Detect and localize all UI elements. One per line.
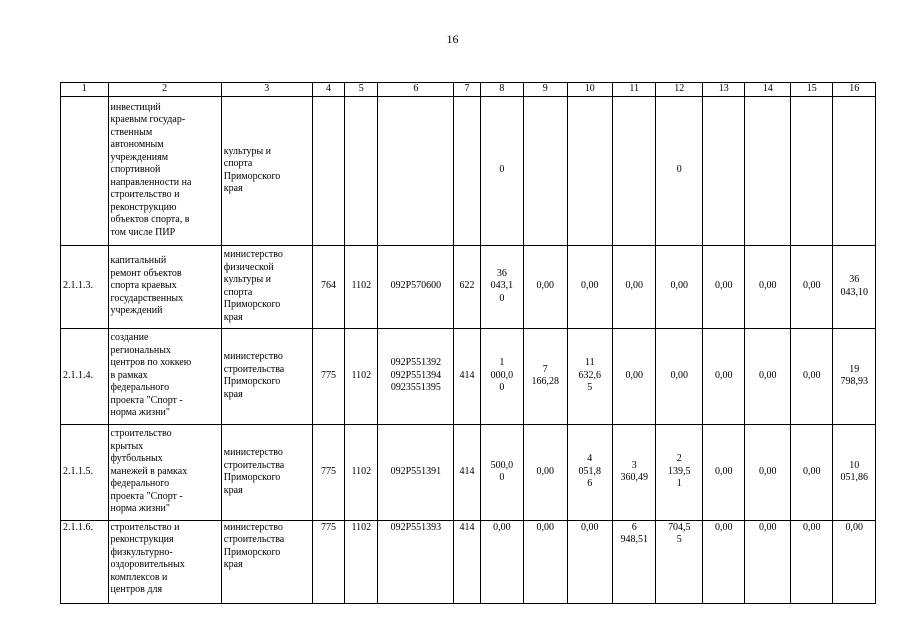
section-code-cell: 1102 bbox=[345, 245, 378, 328]
item-number-cell: 2.1.1.5. bbox=[61, 424, 109, 520]
expense-type-cell: 414 bbox=[454, 424, 480, 520]
table-row bbox=[61, 328, 876, 424]
item-name-cell: строительство крытых футбольных манежей в рамках федерального проекта "Спорт - норма жизни" bbox=[108, 424, 221, 520]
value-cell: 0,00 bbox=[524, 520, 567, 603]
value-cell: 0,00 bbox=[745, 424, 791, 520]
column-number-header: 1 bbox=[61, 83, 109, 97]
grbs-code-cell: 775 bbox=[312, 328, 344, 424]
column-number-header: 8 bbox=[480, 83, 523, 97]
value-cell: 3 360,49 bbox=[613, 424, 656, 520]
table-row bbox=[61, 424, 876, 520]
value-cell: 6 948,51 bbox=[613, 520, 656, 603]
value-cell: 19 798,93 bbox=[833, 328, 876, 424]
value-cell bbox=[702, 96, 744, 245]
column-number-header: 12 bbox=[656, 83, 703, 97]
item-name-cell: инвестиций краевым государ- ственным автономным учреждениям спортивной направленности на строительство и реконструкцию объектов спорта, в том числе ПИР bbox=[108, 96, 221, 245]
value-cell: 0,00 bbox=[790, 245, 832, 328]
value-cell: 0,00 bbox=[790, 424, 832, 520]
value-cell bbox=[524, 96, 567, 245]
table-row bbox=[61, 96, 876, 245]
expense-type-cell: 622 bbox=[454, 245, 480, 328]
section-code-cell: 1102 bbox=[345, 424, 378, 520]
column-number-header: 16 bbox=[833, 83, 876, 97]
item-number-cell: 2.1.1.4. bbox=[61, 328, 109, 424]
value-cell: 0,00 bbox=[745, 328, 791, 424]
expense-type-cell: 414 bbox=[454, 520, 480, 603]
executor-cell: культуры и спорта Приморского края bbox=[221, 96, 312, 245]
value-cell bbox=[790, 96, 832, 245]
value-cell: 0 bbox=[656, 96, 703, 245]
value-cell: 0,00 bbox=[656, 328, 703, 424]
item-number-cell: 2.1.1.3. bbox=[61, 245, 109, 328]
value-cell: 0,00 bbox=[833, 520, 876, 603]
value-cell: 2 139,5 1 bbox=[656, 424, 703, 520]
value-cell: 36 043,10 bbox=[833, 245, 876, 328]
value-cell: 7 166,28 bbox=[524, 328, 567, 424]
value-cell bbox=[745, 96, 791, 245]
value-cell: 0,00 bbox=[702, 245, 744, 328]
column-number-header: 9 bbox=[524, 83, 567, 97]
table-row bbox=[61, 245, 876, 328]
grbs-code-cell bbox=[312, 96, 344, 245]
value-cell: 0,00 bbox=[524, 245, 567, 328]
item-name-cell: создание региональных центров по хоккею в рамках федерального проекта "Спорт - норма жизни" bbox=[108, 328, 221, 424]
section-code-cell: 1102 bbox=[345, 520, 378, 603]
value-cell: 0,00 bbox=[745, 520, 791, 603]
item-name-cell: капитальный ремонт объектов спорта краевых государственных учреждений bbox=[108, 245, 221, 328]
column-number-header: 11 bbox=[613, 83, 656, 97]
value-cell: 704,5 5 bbox=[656, 520, 703, 603]
expense-type-cell: 414 bbox=[454, 328, 480, 424]
grbs-code-cell: 775 bbox=[312, 520, 344, 603]
value-cell: 36 043,1 0 bbox=[480, 245, 523, 328]
value-cell: 0,00 bbox=[480, 520, 523, 603]
column-number-header: 15 bbox=[790, 83, 832, 97]
executor-cell: министерство строительства Приморского края bbox=[221, 520, 312, 603]
column-number-header: 7 bbox=[454, 83, 480, 97]
target-article-cell: 092P551393 bbox=[378, 520, 454, 603]
value-cell: 0 bbox=[480, 96, 523, 245]
value-cell: 0,00 bbox=[567, 520, 613, 603]
column-number-header: 5 bbox=[345, 83, 378, 97]
value-cell: 10 051,86 bbox=[833, 424, 876, 520]
value-cell bbox=[567, 96, 613, 245]
value-cell: 0,00 bbox=[790, 328, 832, 424]
target-article-cell: 092P551391 bbox=[378, 424, 454, 520]
item-number-cell bbox=[61, 96, 109, 245]
column-number-header: 4 bbox=[312, 83, 344, 97]
executor-cell: министерство физической культуры и спорта Приморского края bbox=[221, 245, 312, 328]
item-name-cell: строительство и реконструкция физкультурно- оздоровительных комплексов и центров для bbox=[108, 520, 221, 603]
value-cell: 0,00 bbox=[702, 520, 744, 603]
value-cell: 0,00 bbox=[745, 245, 791, 328]
grbs-code-cell: 764 bbox=[312, 245, 344, 328]
column-number-header: 14 bbox=[745, 83, 791, 97]
executor-cell: министерство строительства Приморского края bbox=[221, 424, 312, 520]
column-number-header: 3 bbox=[221, 83, 312, 97]
value-cell: 500,0 0 bbox=[480, 424, 523, 520]
value-cell: 0,00 bbox=[524, 424, 567, 520]
header-row bbox=[61, 83, 876, 97]
executor-cell: министерство строительства Приморского края bbox=[221, 328, 312, 424]
target-article-cell: 092P570600 bbox=[378, 245, 454, 328]
target-article-cell: 092P551392 092P551394 0923551395 bbox=[378, 328, 454, 424]
budget-table bbox=[60, 82, 876, 604]
column-number-header: 10 bbox=[567, 83, 613, 97]
column-number-header: 6 bbox=[378, 83, 454, 97]
column-number-header: 13 bbox=[702, 83, 744, 97]
value-cell: 0,00 bbox=[613, 328, 656, 424]
value-cell: 11 632,6 5 bbox=[567, 328, 613, 424]
value-cell bbox=[833, 96, 876, 245]
table-row bbox=[61, 520, 876, 603]
value-cell: 4 051,8 6 bbox=[567, 424, 613, 520]
value-cell: 0,00 bbox=[702, 424, 744, 520]
value-cell: 0,00 bbox=[567, 245, 613, 328]
grbs-code-cell: 775 bbox=[312, 424, 344, 520]
item-number-cell: 2.1.1.6. bbox=[61, 520, 109, 603]
column-number-header: 2 bbox=[108, 83, 221, 97]
expense-type-cell bbox=[454, 96, 480, 245]
value-cell: 0,00 bbox=[656, 245, 703, 328]
section-code-cell bbox=[345, 96, 378, 245]
target-article-cell bbox=[378, 96, 454, 245]
value-cell: 1 000,0 0 bbox=[480, 328, 523, 424]
value-cell: 0,00 bbox=[702, 328, 744, 424]
budget-table-body bbox=[61, 83, 876, 604]
section-code-cell: 1102 bbox=[345, 328, 378, 424]
page-number: 16 bbox=[446, 32, 459, 46]
value-cell: 0,00 bbox=[790, 520, 832, 603]
value-cell: 0,00 bbox=[613, 245, 656, 328]
value-cell bbox=[613, 96, 656, 245]
